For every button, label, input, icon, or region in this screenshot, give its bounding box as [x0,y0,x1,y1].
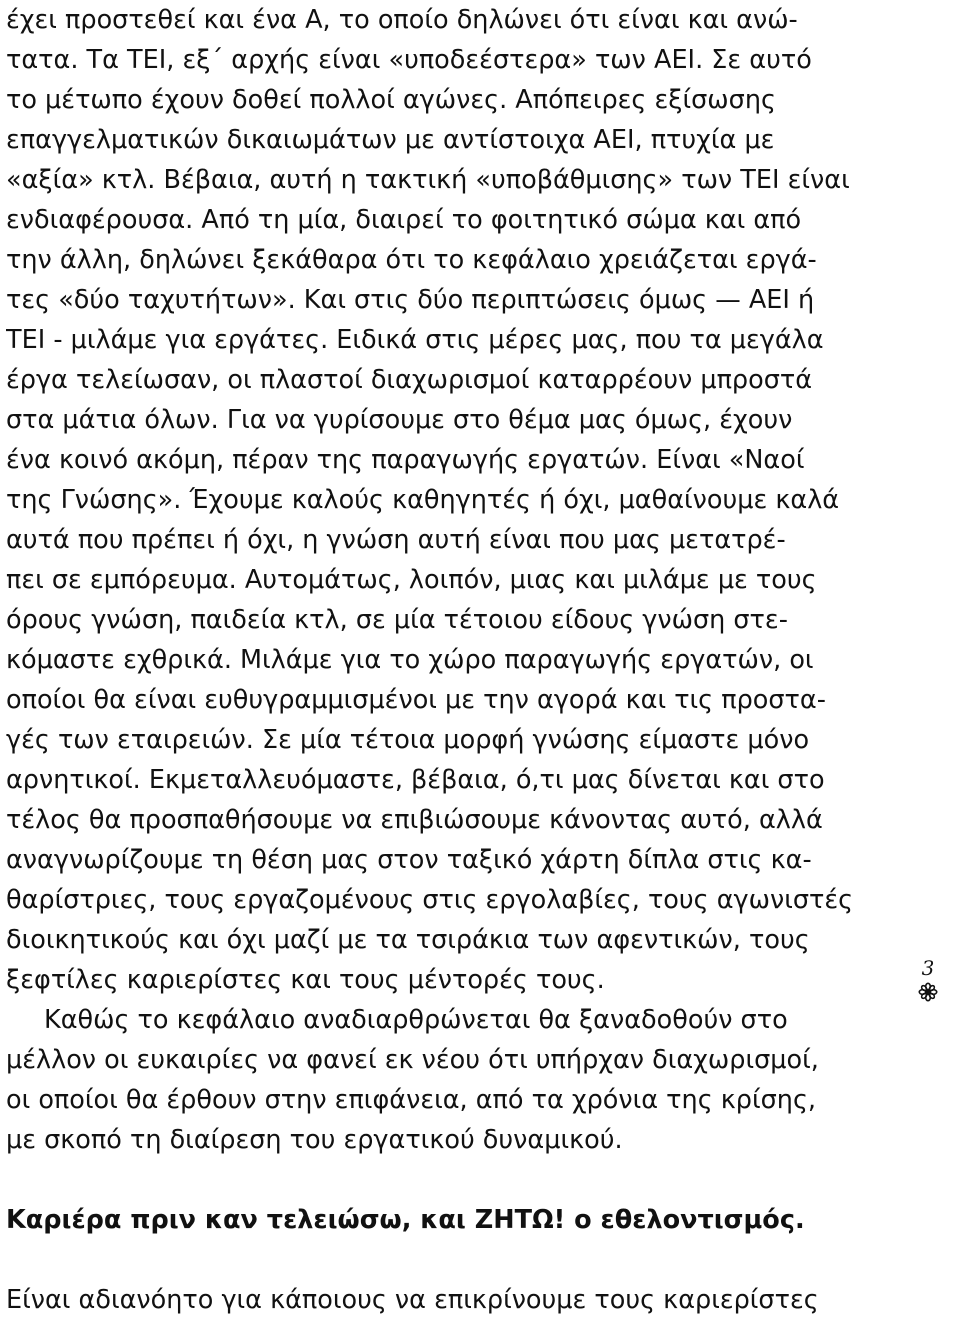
text-line: στα μάτια όλων. Για να γυρίσουμε στο θέμα μας όμως, έχουν [6,405,793,435]
paragraph-spacer [6,1160,854,1200]
text-line: ΤΕΙ - μιλάμε για εργάτες. Ειδικά στις μέρες μας, που τα μεγάλα [6,325,824,355]
text-line: ενδιαφέρουσα. Από τη μία, διαιρεί το φοιτητικό σώμα και από [6,205,802,235]
text-line: επαγγελματικών δικαιωμάτων με αντίστοιχα ΑΕΙ, πτυχία με [6,125,775,155]
paragraph-spacer [6,1240,854,1280]
text-line: ξεφτίλες καριερίστες και τους μέντορές τους. [6,965,605,995]
text-line: όρους γνώση, παιδεία κτλ, σε μία τέτοιου είδους γνώση στε- [6,605,788,635]
text-line: οι οποίοι θα έρθουν στην επιφάνεια, από τα χρόνια της κρίσης, [6,1085,817,1115]
text-line: μέλλον οι ευκαιρίες να φανεί εκ νέου ότι υπήρχαν διαχωρισμοί, [6,1045,819,1075]
page-number: 3 [921,956,935,980]
text-line: Καθώς το κεφάλαιο αναδιαρθρώνεται θα ξαναδοθούν στο [44,1005,788,1035]
text-line: την άλλη, δηλώνει ξεκάθαρα ότι το κεφάλαιο χρειάζεται εργά- [6,245,817,275]
text-line: τες «δύο ταχυτήτων». Και στις δύο περιπτώσεις όμως — ΑΕΙ ή [6,285,815,315]
flower-ornament-icon [918,982,938,1002]
text-line: έχει προστεθεί και ένα Α, το οποίο δηλώνει ότι είναι και ανώ- [6,5,798,35]
text-line: κόμαστε εχθρικά. Μιλάμε για το χώρο παραγωγής εργατών, οι [6,645,814,675]
text-line: οποίοι θα είναι ευθυγραμμισμένοι με την αγορά και τις προστα- [6,685,826,715]
body-text [6,0,854,1320]
text-line: το μέτωπο έχουν δοθεί πολλοί αγώνες. Απόπειρες εξίσωσης [6,85,776,115]
text-line: Είναι αδιανόητο για κάποιους να επικρίνουμε τους καριερίστες [6,1285,819,1315]
text-line: αρνητικοί. Εκμεταλλευόμαστε, βέβαια, ό,τι μας δίνεται και στο [6,765,825,795]
text-line: τατα. Τα ΤΕΙ, εξ΄ αρχής είναι «υποδεέστερα» των ΑΕΙ. Σε αυτό [6,45,812,75]
text-line: γές των εταιρειών. Σε μία τέτοια μορφή γνώσης είμαστε μόνο [6,725,810,755]
text-line: με σκοπό τη διαίρεση του εργατικού δυναμικού. [6,1125,623,1155]
text-line: πει σε εμπόρευμα. Αυτομάτως, λοιπόν, μιας και μιλάμε με τους [6,565,817,595]
text-line: ένα κοινό ακόμη, πέραν της παραγωγής εργατών. Είναι «Ναοί [6,445,805,475]
text-line: έργα τελείωσαν, οι πλαστοί διαχωρισμοί καταρρέουν μπροστά [6,365,813,395]
text-line: θαρίστριες, τους εργαζομένους στις εργολαβίες, τους αγωνιστές [6,885,854,915]
section-heading: Καριέρα πριν καν τελειώσω, και ΖΗΤΩ! ο εθελοντισμός. [6,1205,805,1235]
text-line: της Γνώσης». Έχουμε καλούς καθηγητές ή όχι, μαθαίνουμε καλά [6,485,840,515]
text-line: τέλος θα προσπαθήσουμε να επιβιώσουμε κάνοντας αυτό, αλλά [6,805,823,835]
page-folio [908,956,948,1002]
text-line: αναγνωρίζουμε τη θέση μας στον ταξικό χάρτη δίπλα στις κα- [6,845,812,875]
text-line: αυτά που πρέπει ή όχι, η γνώση αυτή είναι που μας μετατρέ- [6,525,786,555]
text-line: «αξία» κτλ. Βέβαια, αυτή η τακτική «υποβάθμισης» των ΤΕΙ είναι [6,165,850,195]
text-line: διοικητικούς και όχι μαζί με τα τσιράκια των αφεντικών, τους [6,925,810,955]
